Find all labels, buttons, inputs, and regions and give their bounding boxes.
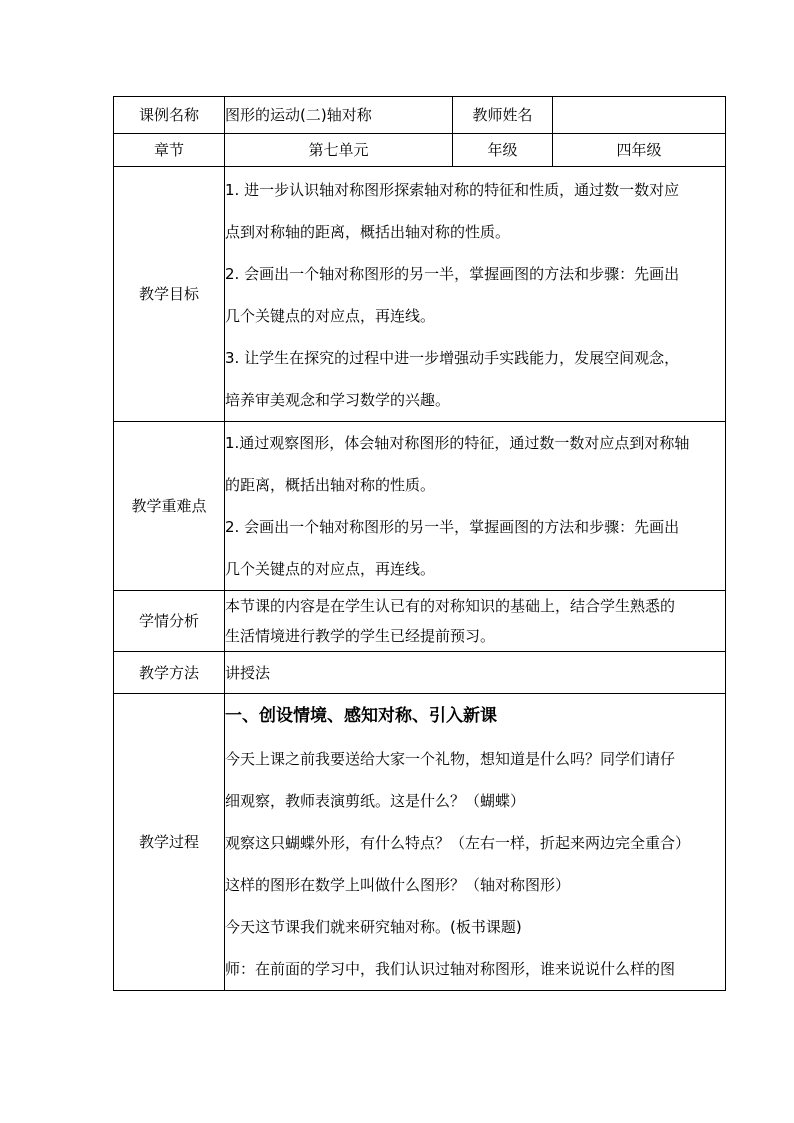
process-line: 这样的图形在数学上叫做什么图形？（轴对称图形） (225, 876, 571, 894)
process-line: 今天上课之前我要送给大家一个礼物，想知道是什么吗？同学们请仔 (225, 750, 676, 768)
method-value: 讲授法 (225, 652, 726, 694)
difficulty-line: 2. 会画出一个轴对称图形的另一半，掌握画图的方法和步骤：先画出 (225, 518, 680, 536)
difficulty-line: 的距离，概括出轴对称的性质。 (225, 476, 436, 494)
chapter-row (114, 134, 726, 167)
goals-row (114, 167, 726, 422)
difficulties-label: 教学重难点 (114, 422, 225, 591)
process-content (225, 694, 726, 991)
process-line: 师：在前面的学习中，我们认识过轴对称图形，谁来说说什么样的图 (225, 960, 676, 978)
goals-label: 教学目标 (114, 167, 225, 422)
grade-label: 年级 (453, 134, 553, 167)
goal-line: 培养审美观念和学习数学的兴趣。 (225, 391, 451, 409)
teacher-value (553, 97, 726, 134)
chapter-value: 第七单元 (225, 134, 453, 167)
student-line: 生活情境进行教学的学生已经提前预习。 (225, 627, 496, 645)
goal-line: 1. 进一步认识轴对称图形探索轴对称的特征和性质，通过数一数对应 (225, 181, 680, 199)
course-row (114, 97, 726, 134)
method-row (114, 652, 726, 694)
process-heading: 一、创设情境、感知对称、引入新课 (225, 706, 497, 726)
student-row (114, 591, 726, 652)
teacher-label: 教师姓名 (453, 97, 553, 134)
goal-line: 3. 让学生在探究的过程中进一步增强动手实践能力，发展空间观念， (225, 349, 680, 367)
lesson-plan-table (113, 96, 726, 991)
grade-value: 四年级 (553, 134, 726, 167)
student-label: 学情分析 (114, 591, 225, 652)
process-line: 细观察，教师表演剪纸。这是什么？（蝴蝶） (225, 792, 526, 810)
difficulties-content (225, 422, 726, 591)
course-name-value: 图形的运动(二)轴对称 (225, 97, 453, 134)
goal-line: 几个关键点的对应点，再连线。 (225, 307, 436, 325)
difficulty-line: 1.通过观察图形，体会轴对称图形的特征，通过数一数对应点到对称轴 (225, 434, 690, 452)
method-label: 教学方法 (114, 652, 225, 694)
process-label: 教学过程 (114, 694, 225, 991)
student-content (225, 591, 726, 652)
student-line: 本节课的内容是在学生认已有的对称知识的基础上，结合学生熟悉的 (225, 597, 676, 615)
chapter-label: 章节 (114, 134, 225, 167)
goal-line: 点到对称轴的距离，概括出轴对称的性质。 (225, 223, 511, 241)
process-row (114, 694, 726, 991)
goal-line: 2. 会画出一个轴对称图形的另一半，掌握画图的方法和步骤：先画出 (225, 265, 680, 283)
goals-content (225, 167, 726, 422)
difficulty-line: 几个关键点的对应点，再连线。 (225, 560, 436, 578)
course-name-label: 课例名称 (114, 97, 225, 134)
difficulties-row (114, 422, 726, 591)
process-line: 观察这只蝴蝶外形，有什么特点？（左右一样，折起来两边完全重合） (225, 834, 691, 852)
process-line: 今天这节课我们就来研究轴对称。(板书课题) (225, 918, 522, 936)
